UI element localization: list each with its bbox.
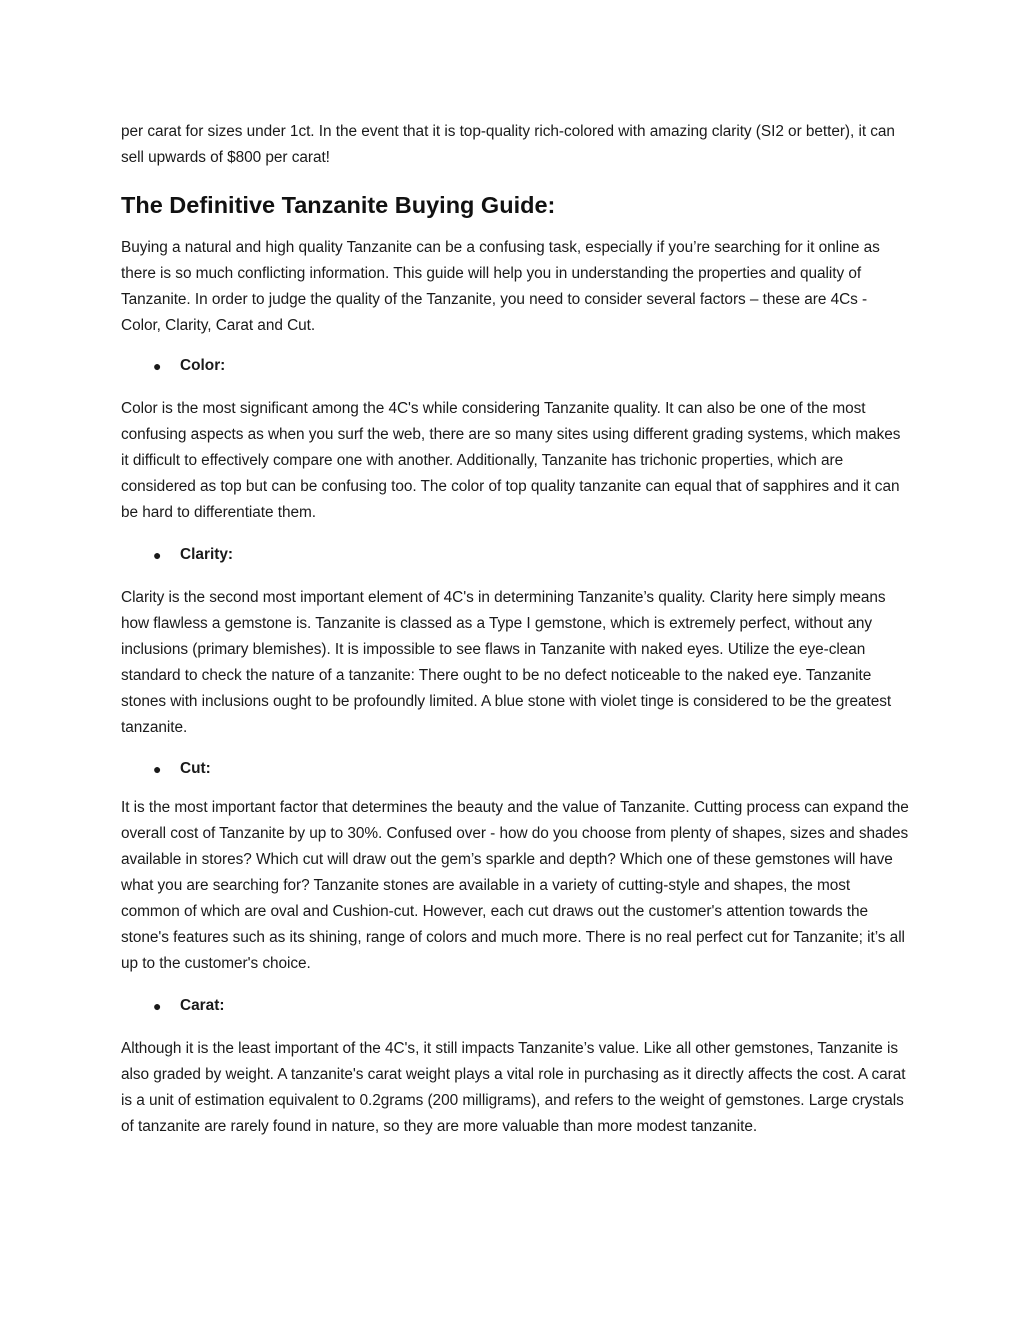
bullet-clarity: [121, 543, 911, 567]
carat-paragraph: Although it is the least important of the 4C's, it still impacts Tanzanite’s value. Like all other gemstones, Tanzanite is also graded by weight. A tanzanite's carat weight plays a vital role in purchasing as it directly affects the cost. A carat is a unit of estimation equivalent to 0.2grams (200 milligrams), and refers to the weight of gemstones. Large crystals of tanzanite are rarely found in nature, so they are more valuable than more modest tanzanite.: [121, 1040, 906, 1135]
clarity-paragraph: Clarity is the second most important element of 4C's in determining Tanzanite’s quality. Clarity here simply means how flawless a gemstone is. Tanzanite is classed as a Type I gemstone, which is extremely perfect, without any inclusions (primary blemishes). It is impossible to see flaws in Tanzanite with naked eyes. Utilize the eye-clean standard to check the nature of a tanzanite: There ought to be no defect noticeable to the naked eye. Tanzanite stones with inclusions ought to be profoundly limited. A blue stone with violet tinge is considered to be the greatest tanzanite.: [121, 589, 892, 736]
bullet-dot: ●: [153, 761, 162, 777]
document-page: [121, 119, 911, 1140]
bullet-label-carat: Carat:: [180, 997, 225, 1014]
bullet-dot: ●: [153, 998, 162, 1014]
bullet-color: [121, 354, 911, 378]
bullet-dot: ●: [153, 358, 162, 374]
bullet-label-cut: Cut:: [180, 760, 211, 777]
guide-intro-paragraph: Buying a natural and high quality Tanzanite can be a confusing task, especially if you’re searching for it online as there is so much conflicting information. This guide will help you in understanding the properties and quality of Tanzanite. In order to judge the quality of the Tanzanite, you need to consider several factors – these are 4Cs - Color, Clarity, Carat and Cut.: [121, 239, 880, 334]
color-paragraph: Color is the most significant among the 4C's while considering Tanzanite quality. It can also be one of the most confusing aspects as when you surf the web, there are so many sites using different grading systems, which makes it difficult to effectively compare one with another. Additionally, Tanzanite has trichonic properties, which are considered as top but can be confusing too. The color of top quality tanzanite can equal that of sapphires and it can be hard to differentiate them.: [121, 400, 901, 521]
bullet-label-color: Color:: [180, 357, 226, 374]
bullet-cut: [121, 757, 911, 781]
cut-paragraph: It is the most important factor that determines the beauty and the value of Tanzanite. Cutting process can expand the overall cost of Tanzanite by up to 30%. Confused over - how do you choose from plenty of shapes, sizes and shades available in stores? Which cut will draw out the gem’s sparkle and depth? Which one of these gemstones will have what you are searching for? Tanzanite stones are available in a variety of cutting-style and shapes, the most common of which are oval and Cushion-cut. However, each cut draws out the customer's attention towards the stone's features such as its shining, range of colors and much more. There is no real perfect cut for Tanzanite; it’s all up to the customer's choice.: [121, 799, 909, 972]
intro-paragraph: per carat for sizes under 1ct. In the event that it is top-quality rich-colored with amazing clarity (SI2 or better), it can sell upwards of $800 per carat!: [121, 123, 895, 166]
bullet-label-clarity: Clarity:: [180, 546, 234, 563]
bullet-carat: [121, 994, 911, 1018]
bullet-dot: ●: [153, 547, 162, 563]
guide-heading: The Definitive Tanzanite Buying Guide:: [121, 192, 556, 218]
